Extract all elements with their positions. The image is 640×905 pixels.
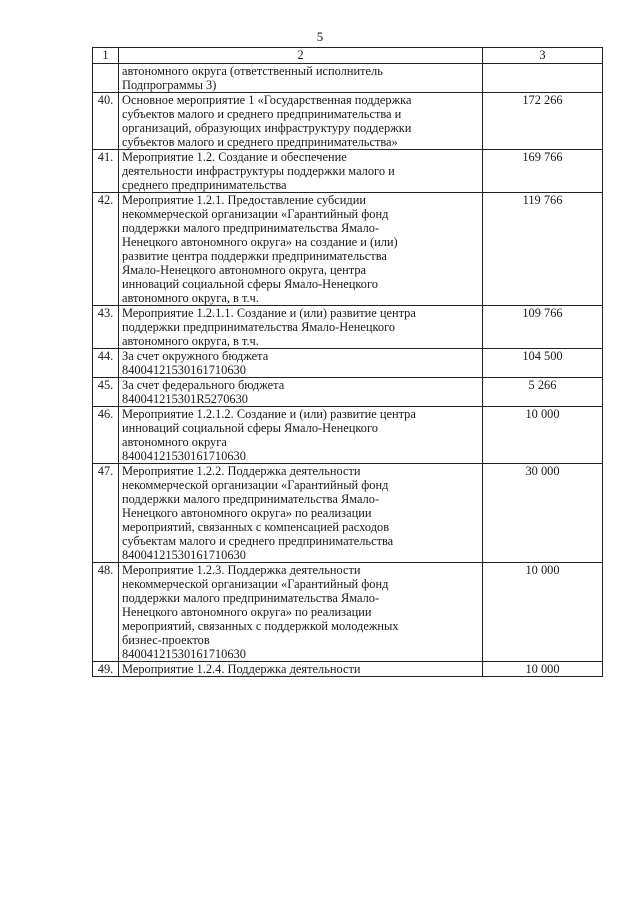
description-line: инноваций социальной сферы Ямало-Ненецкого — [122, 277, 378, 291]
table-row — [93, 662, 603, 677]
row-description — [119, 306, 483, 349]
row-description — [119, 464, 483, 563]
row-description — [119, 193, 483, 306]
row-number: 43. — [93, 306, 119, 349]
description-line: организаций, образующих инфраструктуру поддержки — [122, 121, 412, 135]
description-line: мероприятий, связанных с поддержкой молодежных — [122, 619, 399, 633]
column-header-description: 2 — [119, 48, 483, 64]
row-number: 41. — [93, 150, 119, 193]
description-line: субъектов малого и среднего предпринимательства» — [122, 135, 398, 149]
description-line: Мероприятие 1.2.3. Поддержка деятельности — [122, 563, 361, 577]
description-line: 84004121530161710630 — [122, 363, 246, 377]
row-number: 48. — [93, 563, 119, 662]
row-number: 45. — [93, 378, 119, 407]
column-header-amount: 3 — [483, 48, 603, 64]
table-row — [93, 64, 603, 93]
row-number: 44. — [93, 349, 119, 378]
description-line: мероприятий, связанных с компенсацией расходов — [122, 520, 390, 534]
description-line: Мероприятие 1.2.2. Поддержка деятельности — [122, 464, 361, 478]
row-description — [119, 563, 483, 662]
description-line: Ненецкого автономного округа» по реализации — [122, 605, 372, 619]
description-line: Ненецкого автономного округа» по реализации — [122, 506, 372, 520]
table-row — [93, 306, 603, 349]
description-line: Мероприятие 1.2. Создание и обеспечение — [122, 150, 347, 164]
description-line: автономного округа — [122, 435, 227, 449]
description-line: деятельности инфраструктуры поддержки малого и — [122, 164, 395, 178]
row-number: 46. — [93, 407, 119, 464]
table-body — [93, 64, 603, 677]
description-line: 84004121530161710630 — [122, 647, 246, 661]
description-line: поддержки малого предпринимательства Ямало- — [122, 221, 380, 235]
description-line: поддержки малого предпринимательства Ямало- — [122, 591, 380, 605]
description-line: некоммерческой организации «Гарантийный фонд — [122, 478, 389, 492]
table-row — [93, 378, 603, 407]
description-line: Подпрограммы 3) — [122, 78, 217, 92]
description-line: развитие центра поддержки предпринимательства — [122, 249, 387, 263]
row-description — [119, 93, 483, 150]
description-line: субъектам малого и среднего предпринимательства — [122, 534, 394, 548]
description-line: поддержки малого предпринимательства Ямало- — [122, 492, 380, 506]
row-description — [119, 378, 483, 407]
row-number — [93, 64, 119, 93]
row-amount: 10 000 — [483, 563, 603, 662]
row-description — [119, 407, 483, 464]
row-amount: 169 766 — [483, 150, 603, 193]
row-description — [119, 64, 483, 93]
page-number: 5 — [316, 29, 324, 44]
table-header-row — [93, 48, 603, 64]
row-amount: 119 766 — [483, 193, 603, 306]
row-number: 47. — [93, 464, 119, 563]
description-line: Ненецкого автономного округа» на создание и (или) — [122, 235, 398, 249]
table-row — [93, 563, 603, 662]
table-row — [93, 349, 603, 378]
description-line: поддержки предпринимательства Ямало-Ненецкого — [122, 320, 396, 334]
row-description — [119, 349, 483, 378]
budget-table — [92, 47, 603, 677]
row-description — [119, 150, 483, 193]
row-amount: 30 000 — [483, 464, 603, 563]
description-line: Мероприятие 1.2.1. Предоставление субсидии — [122, 193, 366, 207]
row-amount — [483, 64, 603, 93]
table-row — [93, 407, 603, 464]
description-line: За счет федерального бюджета — [122, 378, 285, 392]
description-line: Мероприятие 1.2.1.1. Создание и (или) развитие центра — [122, 306, 416, 320]
description-line: 840041215301R5270630 — [122, 392, 248, 406]
description-line: бизнес-проектов — [122, 633, 210, 647]
row-description — [119, 662, 483, 677]
row-amount: 104 500 — [483, 349, 603, 378]
table-row — [93, 464, 603, 563]
column-header-number: 1 — [93, 48, 119, 64]
row-amount: 10 000 — [483, 662, 603, 677]
description-line: Основное мероприятие 1 «Государственная поддержка — [122, 93, 412, 107]
description-line: автономного округа (ответственный исполнитель — [122, 64, 383, 78]
description-line: За счет окружного бюджета — [122, 349, 269, 363]
description-line: Мероприятие 1.2.4. Поддержка деятельности — [122, 662, 361, 676]
row-number: 49. — [93, 662, 119, 677]
description-line: среднего предпринимательства — [122, 178, 287, 192]
row-amount: 10 000 — [483, 407, 603, 464]
description-line: 84004121530161710630 — [122, 449, 246, 463]
row-number: 42. — [93, 193, 119, 306]
description-line: автономного округа, в т.ч. — [122, 291, 259, 305]
row-amount: 172 266 — [483, 93, 603, 150]
description-line: субъектов малого и среднего предпринимательства и — [122, 107, 402, 121]
description-line: инноваций социальной сферы Ямало-Ненецкого — [122, 421, 378, 435]
description-line: Ямало-Ненецкого автономного округа, центра — [122, 263, 367, 277]
description-line: Мероприятие 1.2.1.2. Создание и (или) развитие центра — [122, 407, 416, 421]
row-number: 40. — [93, 93, 119, 150]
description-line: 84004121530161710630 — [122, 548, 246, 562]
description-line: некоммерческой организации «Гарантийный фонд — [122, 207, 389, 221]
description-line: некоммерческой организации «Гарантийный фонд — [122, 577, 389, 591]
row-amount: 5 266 — [483, 378, 603, 407]
table-row — [93, 93, 603, 150]
table-row — [93, 150, 603, 193]
description-line: автономного округа, в т.ч. — [122, 334, 259, 348]
row-amount: 109 766 — [483, 306, 603, 349]
table-row — [93, 193, 603, 306]
